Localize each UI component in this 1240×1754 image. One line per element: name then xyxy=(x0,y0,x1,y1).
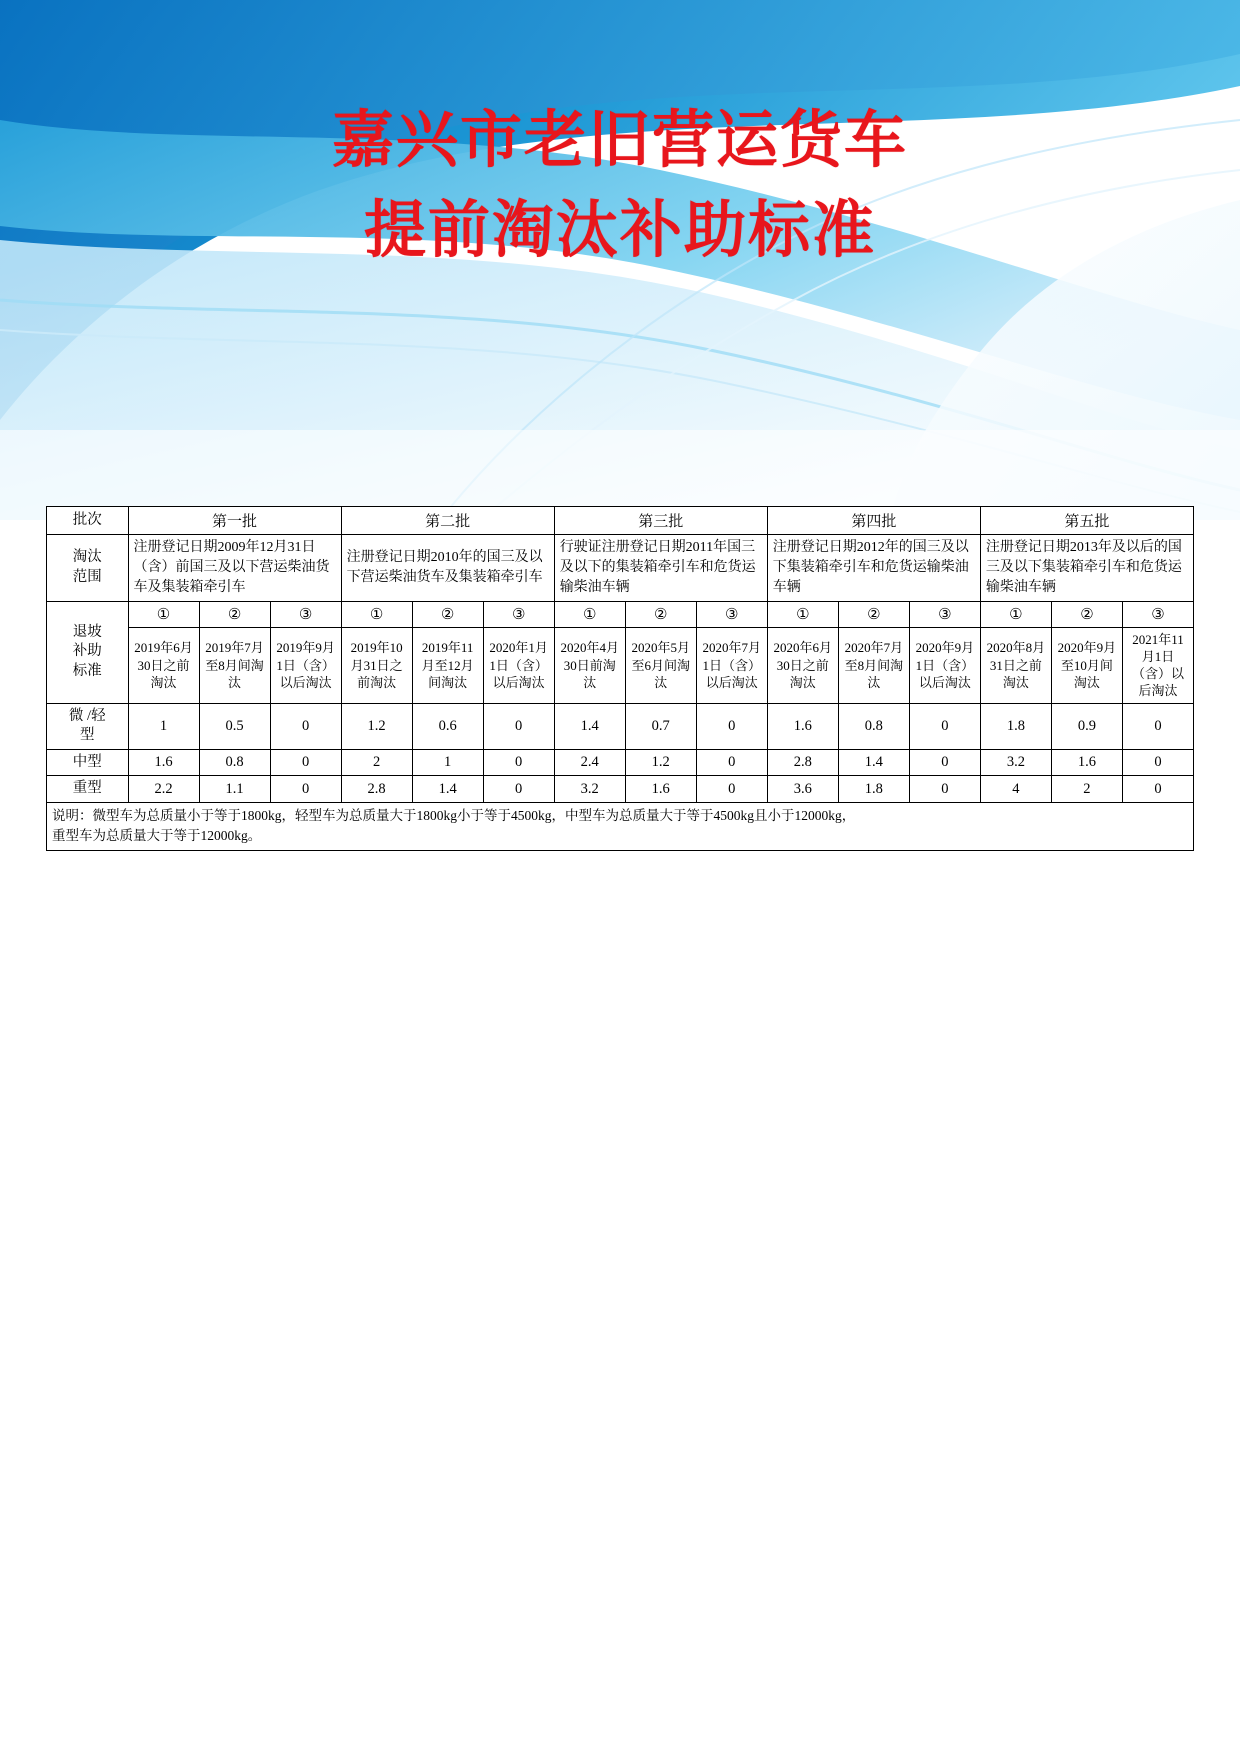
value-medium-10: 2.8 xyxy=(767,749,838,776)
vehicle-label-medium: 中型 xyxy=(47,749,129,776)
period-1: 2019年6月30日之前淘汰 xyxy=(128,627,199,703)
period-4: 2019年10月31日之前淘汰 xyxy=(341,627,412,703)
value-micro-12: 0 xyxy=(909,703,980,749)
value-medium-11: 1.4 xyxy=(838,749,909,776)
value-heavy-10: 3.6 xyxy=(767,776,838,803)
period-15: 2021年11月1日（含）以后淘汰 xyxy=(1122,627,1193,703)
circled-mark-5-1: ① xyxy=(980,601,1051,627)
value-heavy-8: 1.6 xyxy=(625,776,696,803)
period-9: 2020年7月1日（含）以后淘汰 xyxy=(696,627,767,703)
value-micro-13: 1.8 xyxy=(980,703,1051,749)
value-medium-5: 1 xyxy=(412,749,483,776)
table-row-note xyxy=(47,803,1194,851)
value-medium-14: 1.6 xyxy=(1051,749,1122,776)
value-heavy-14: 2 xyxy=(1051,776,1122,803)
vehicle-label-heavy: 重型 xyxy=(47,776,129,803)
value-heavy-9: 0 xyxy=(696,776,767,803)
table-row-heavy xyxy=(47,776,1194,803)
table-row-medium xyxy=(47,749,1194,776)
period-12: 2020年9月1日（含）以后淘汰 xyxy=(909,627,980,703)
value-micro-5: 0.6 xyxy=(412,703,483,749)
batch-scope-1: 注册登记日期2009年12月31日（含）前国三及以下营运柴油货车及集装箱牵引车 xyxy=(128,535,341,602)
circled-mark-4-1: ① xyxy=(767,601,838,627)
page-title xyxy=(0,96,1240,276)
value-medium-3: 0 xyxy=(270,749,341,776)
period-5: 2019年11月至12月间淘汰 xyxy=(412,627,483,703)
value-heavy-11: 1.8 xyxy=(838,776,909,803)
value-heavy-13: 4 xyxy=(980,776,1051,803)
row-label-batch: 批次 xyxy=(47,507,129,535)
value-micro-8: 0.7 xyxy=(625,703,696,749)
value-micro-9: 0 xyxy=(696,703,767,749)
period-6: 2020年1月1日（含）以后淘汰 xyxy=(483,627,554,703)
value-heavy-1: 2.2 xyxy=(128,776,199,803)
batch-scope-5: 注册登记日期2013年及以后的国三及以下集装箱牵引车和危货运输柴油车辆 xyxy=(980,535,1193,602)
batch-scope-3: 行驶证注册登记日期2011年国三及以下的集装箱牵引车和危货运输柴油车辆 xyxy=(554,535,767,602)
vehicle-label-micro-light: 微 /轻 型 xyxy=(47,703,129,749)
table-row-circled-marks xyxy=(47,601,1194,627)
circled-mark-2-3: ③ xyxy=(483,601,554,627)
value-micro-3: 0 xyxy=(270,703,341,749)
value-heavy-7: 3.2 xyxy=(554,776,625,803)
period-13: 2020年8月31日之前淘汰 xyxy=(980,627,1051,703)
value-medium-9: 0 xyxy=(696,749,767,776)
table-note-line-2: 重型车为总质量大于等于12000kg。 xyxy=(52,828,262,844)
circled-mark-3-3: ③ xyxy=(696,601,767,627)
table-note xyxy=(47,803,1194,851)
circled-mark-5-2: ② xyxy=(1051,601,1122,627)
circled-mark-2-2: ② xyxy=(412,601,483,627)
circled-mark-3-2: ② xyxy=(625,601,696,627)
value-medium-1: 1.6 xyxy=(128,749,199,776)
table-row-micro-light xyxy=(47,703,1194,749)
subsidy-standard-table xyxy=(46,506,1194,851)
circled-mark-2-1: ① xyxy=(341,601,412,627)
value-medium-4: 2 xyxy=(341,749,412,776)
title-line-2: 提前淘汰补助标准 xyxy=(363,195,876,265)
subsidy-table-container xyxy=(46,506,1194,851)
value-medium-13: 3.2 xyxy=(980,749,1051,776)
circled-mark-4-2: ② xyxy=(838,601,909,627)
value-micro-1: 1 xyxy=(128,703,199,749)
circled-mark-1-1: ① xyxy=(128,601,199,627)
table-row-scope xyxy=(47,535,1194,602)
circled-mark-1-2: ② xyxy=(199,601,270,627)
value-heavy-3: 0 xyxy=(270,776,341,803)
value-heavy-15: 0 xyxy=(1122,776,1193,803)
period-10: 2020年6月30日之前淘汰 xyxy=(767,627,838,703)
value-heavy-4: 2.8 xyxy=(341,776,412,803)
batch-name-5: 第五批 xyxy=(980,507,1193,535)
value-heavy-5: 1.4 xyxy=(412,776,483,803)
circled-mark-5-3: ③ xyxy=(1122,601,1193,627)
value-medium-12: 0 xyxy=(909,749,980,776)
value-micro-4: 1.2 xyxy=(341,703,412,749)
batch-scope-4: 注册登记日期2012年的国三及以下集装箱牵引车和危货运输柴油车辆 xyxy=(767,535,980,602)
batch-scope-2: 注册登记日期2010年的国三及以下营运柴油货车及集装箱牵引车 xyxy=(341,535,554,602)
batch-name-3: 第三批 xyxy=(554,507,767,535)
batch-name-4: 第四批 xyxy=(767,507,980,535)
period-11: 2020年7月至8月间淘汰 xyxy=(838,627,909,703)
value-medium-2: 0.8 xyxy=(199,749,270,776)
title-line-1: 嘉兴市老旧营运货车 xyxy=(331,106,908,175)
value-medium-15: 0 xyxy=(1122,749,1193,776)
table-note-line-1: 说明：微型车为总质量小于等于1800kg，轻型车为总质量大于1800kg小于等于4500kg，中型车为总质量大于等于4500kg且小于12000kg， xyxy=(52,808,856,823)
row-label-standard: 退坡 补助 标准 xyxy=(47,601,129,703)
value-micro-15: 0 xyxy=(1122,703,1193,749)
value-micro-10: 1.6 xyxy=(767,703,838,749)
value-medium-6: 0 xyxy=(483,749,554,776)
value-medium-7: 2.4 xyxy=(554,749,625,776)
batch-name-1: 第一批 xyxy=(128,507,341,535)
value-micro-11: 0.8 xyxy=(838,703,909,749)
period-14: 2020年9月至10月间淘汰 xyxy=(1051,627,1122,703)
value-micro-2: 0.5 xyxy=(199,703,270,749)
value-heavy-12: 0 xyxy=(909,776,980,803)
period-7: 2020年4月30日前淘汰 xyxy=(554,627,625,703)
value-medium-8: 1.2 xyxy=(625,749,696,776)
circled-mark-1-3: ③ xyxy=(270,601,341,627)
value-heavy-6: 0 xyxy=(483,776,554,803)
batch-name-2: 第二批 xyxy=(341,507,554,535)
table-row-periods xyxy=(47,627,1194,703)
value-micro-7: 1.4 xyxy=(554,703,625,749)
circled-mark-3-1: ① xyxy=(554,601,625,627)
value-micro-14: 0.9 xyxy=(1051,703,1122,749)
circled-mark-4-3: ③ xyxy=(909,601,980,627)
table-row-batch-names xyxy=(47,507,1194,535)
row-label-scope: 淘汰 范围 xyxy=(47,535,129,602)
period-2: 2019年7月至8月间淘汰 xyxy=(199,627,270,703)
value-micro-6: 0 xyxy=(483,703,554,749)
value-heavy-2: 1.1 xyxy=(199,776,270,803)
period-3: 2019年9月1日（含）以后淘汰 xyxy=(270,627,341,703)
period-8: 2020年5月至6月间淘汰 xyxy=(625,627,696,703)
